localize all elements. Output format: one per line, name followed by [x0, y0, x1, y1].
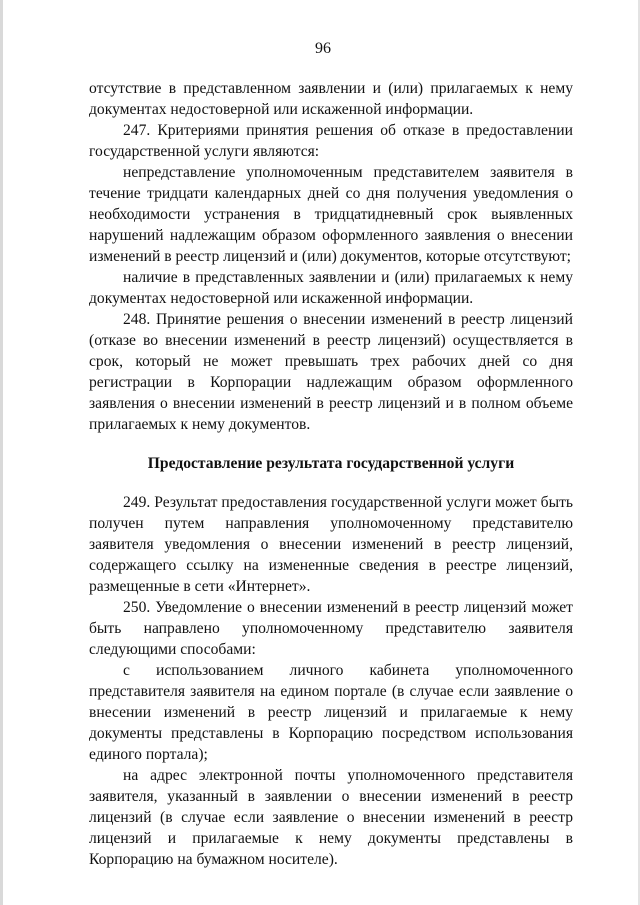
paragraph-247-criterion-2: наличие в представленных заявлении и (или) прилагаемых к нему документах недостоверной или искаженной информации.: [89, 269, 573, 307]
page-number: 96: [315, 40, 331, 57]
section-heading: Предоставление результата государственной услуги: [147, 455, 515, 472]
paragraph-250-method-2: на адрес электронной почты уполномоченного представителя заявителя, указанный в заявлении о внесении изменений в реестр лицензий (в случае если заявление о внесении изменений в реестр лицензий и прилагаемые к нему документы представлены в Корпорацию на бумажном носителе).: [89, 767, 573, 868]
paragraph-247: 247. Критериями принятия решения об отказе в предоставлении государственной услуги являются:: [89, 122, 573, 160]
paragraph-249: 249. Результат предоставления государственной услуги может быть получен путем направления уполномоченному представителю заявителя уведомления о внесении изменений в реестр лицензий, содержащего ссылку на измененные сведения в реестре лицензий, размещенные в сети «Интернет».: [89, 494, 573, 595]
document-body: [89, 78, 573, 870]
paragraph-247-criterion-1: непредставление уполномоченным представителем заявителя в течение тридцати календарных дней со дня получения уведомления о необходимости устранения в тридцатидневный срок выявленных нарушений надлежащим образом оформленного заявления о внесении изменений в реестр лицензий и (или) документов, которые отсутствуют;: [89, 164, 573, 265]
paragraph-250: 250. Уведомление о внесении изменений в реестр лицензий может быть направлено уполномоченному представителю заявителя следующими способами:: [89, 599, 573, 658]
paragraph-250-method-1: с использованием личного кабинета уполномоченного представителя заявителя на едином портале (в случае если заявление о внесении изменений в реестр лицензий и прилагаемые к нему документы представлены в Корпорацию посредством использования единого портала);: [89, 662, 573, 763]
paragraph-248: 248. Принятие решения о внесении изменений в реестр лицензий (отказе во внесении изменений в реестр лицензий) осуществляется в срок, который не может превышать трех рабочих дней со дня регистрации в Корпорации надлежащим образом оформленного заявления о внесении изменений в реестр лицензий и в полном объеме прилагаемых к нему документов.: [89, 311, 573, 433]
paragraph-continuation: отсутствие в представленном заявлении и (или) прилагаемых к нему документах недостоверной или искаженной информации.: [89, 80, 573, 118]
